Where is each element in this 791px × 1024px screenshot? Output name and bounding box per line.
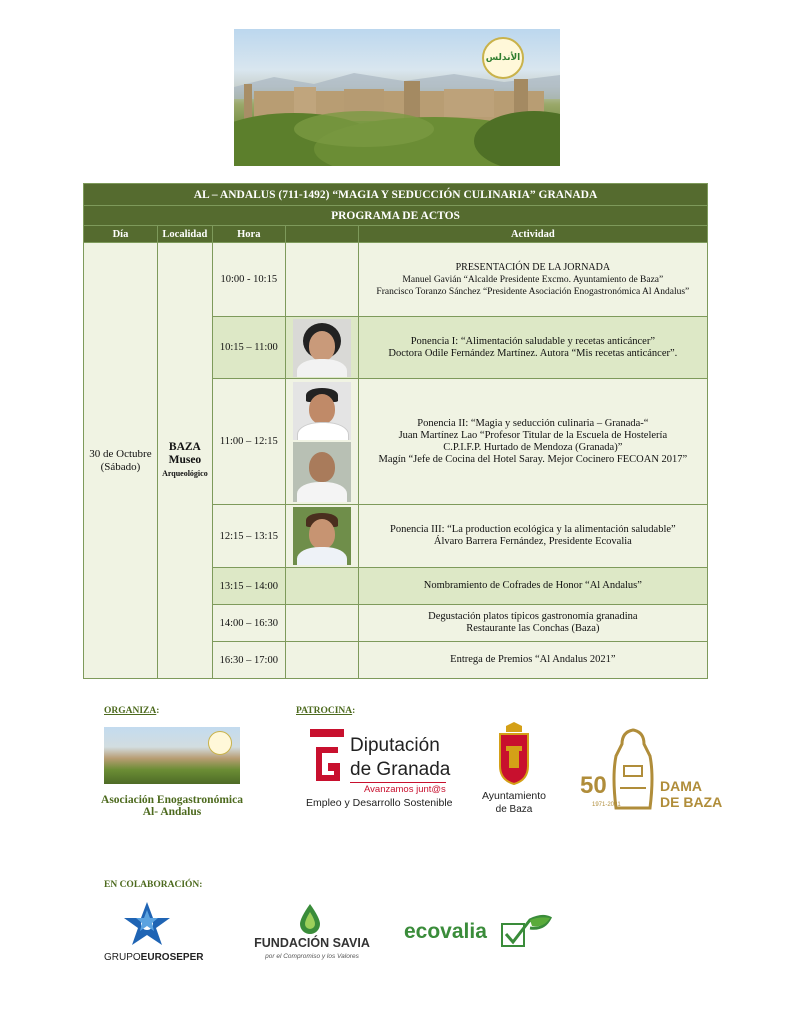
euroseper-name-wrap bbox=[104, 952, 203, 963]
diputacion-sub: Empleo y Desarrollo Sostenible bbox=[306, 797, 453, 809]
organiza-logo-photo bbox=[104, 727, 240, 784]
activity-cell bbox=[358, 605, 707, 642]
photo-cell bbox=[285, 605, 358, 642]
photo-cell bbox=[285, 317, 358, 379]
colaboracion-label: EN COLABORACIÓN: bbox=[104, 880, 203, 890]
activity-cell bbox=[358, 568, 707, 605]
photo-cell bbox=[285, 379, 358, 505]
activity-cell bbox=[358, 379, 707, 505]
activity-cell bbox=[358, 642, 707, 679]
activity-line: Doctora Odile Fernández Martínez. Autora “Mis recetas anticáncer”. bbox=[388, 347, 678, 359]
activity-line: Magín “Jefe de Cocina del Hotel Saray. Mejor Cocinero FECOAN 2017” bbox=[378, 453, 688, 465]
time-cell: 12:15 – 13:15 bbox=[212, 505, 285, 568]
diputacion-logo bbox=[306, 725, 452, 815]
ecovalia-name: ecovalia bbox=[404, 920, 487, 943]
ayuntamiento-line2: de Baza bbox=[495, 804, 533, 815]
diputacion-tagline: Avanzamos junt@s bbox=[364, 784, 446, 795]
organiza-name-line1: Asociación Enogastronómica bbox=[101, 794, 243, 806]
activity-cell bbox=[358, 505, 707, 568]
photo-cell bbox=[285, 568, 358, 605]
dama-years: 1971-2021 bbox=[592, 802, 621, 808]
program-title: AL – ANDALUS (711-1492) “MAGIA Y SEDUCCIÓN CULINARIA” GRANADA bbox=[84, 184, 708, 206]
activity-line: Francisco Toranzo Sánchez “Presidente Asociación Enogastronómica Al Andalus” bbox=[376, 286, 690, 297]
location-cell bbox=[157, 243, 212, 679]
col-localidad: Localidad bbox=[157, 226, 212, 243]
time-cell: 10:15 – 11:00 bbox=[212, 317, 285, 379]
activity-line: PRESENTACIÓN DE LA JORNADA bbox=[455, 261, 611, 273]
euroseper-prefix: GRUPO bbox=[104, 952, 141, 963]
organiza-label: ORGANIZA bbox=[104, 706, 157, 716]
euroseper-star-icon bbox=[122, 900, 172, 948]
savia-logo bbox=[248, 902, 376, 964]
patrocina-colon: : bbox=[352, 706, 356, 716]
speaker-photo bbox=[293, 382, 351, 440]
organiza-name bbox=[84, 794, 260, 818]
activity-cell bbox=[358, 243, 707, 317]
dama-line2: DE BAZA bbox=[660, 794, 723, 810]
ayuntamiento-line1: Ayuntamiento bbox=[481, 790, 546, 802]
diputacion-divider bbox=[350, 782, 446, 783]
program-subtitle: PROGRAMA DE ACTOS bbox=[84, 206, 708, 226]
col-photo bbox=[285, 226, 358, 243]
patrocina-label-wrap bbox=[296, 706, 355, 716]
organiza-name-line2: Al- Andalus bbox=[142, 806, 202, 818]
activity-line: Nombramiento de Cofrades de Honor “Al Andalus” bbox=[423, 580, 642, 591]
time-cell: 10:00 - 10:15 bbox=[212, 243, 285, 317]
ayuntamiento-logo bbox=[472, 722, 556, 820]
euroseper-logo bbox=[104, 900, 204, 968]
dama-line1: DAMA bbox=[660, 778, 702, 794]
diputacion-g-icon bbox=[308, 727, 346, 787]
organiza-colon: : bbox=[156, 706, 160, 716]
activity-line: Ponencia III: “La production ecológica y la alimentación saludable” bbox=[389, 524, 676, 535]
location-city: BAZA bbox=[168, 441, 201, 453]
savia-tagline: por el Compromiso y los Valores bbox=[265, 953, 359, 960]
table-row bbox=[84, 243, 708, 317]
activity-line: Álvaro Barrera Fernández, Presidente Ecovalia bbox=[433, 536, 632, 547]
euroseper-name: EUROSEPER bbox=[140, 952, 204, 963]
al-andalus-seal-icon bbox=[482, 37, 524, 79]
time-cell: 11:00 – 12:15 bbox=[212, 379, 285, 505]
al-andalus-seal-icon bbox=[208, 731, 232, 755]
patrocina-label: PATROCINA bbox=[296, 706, 353, 716]
savia-drop-icon bbox=[298, 902, 322, 934]
ecovalia-logo bbox=[404, 914, 552, 954]
speaker-photo bbox=[293, 319, 351, 377]
activity-line: Entrega de Premios “Al Andalus 2021” bbox=[450, 654, 616, 665]
time-cell: 14:00 – 16:30 bbox=[212, 605, 285, 642]
col-dia: Día bbox=[84, 226, 158, 243]
speaker-photo bbox=[293, 442, 351, 502]
activity-line: Degustación platos típicos gastronomía granadina bbox=[428, 611, 638, 622]
diputacion-line2: de Granada bbox=[350, 759, 451, 780]
alhambra-photo bbox=[234, 29, 560, 166]
activity-line: Restaurante las Conchas (Baza) bbox=[466, 623, 600, 634]
day-date: 30 de Octubre bbox=[89, 447, 152, 460]
diputacion-line1: Diputación bbox=[350, 735, 440, 756]
activity-line: Ponencia I: “Alimentación saludable y recetas anticáncer” bbox=[410, 335, 655, 347]
savia-name: FUNDACIÓN SAVIA bbox=[254, 936, 370, 950]
day-cell bbox=[84, 243, 158, 679]
location-venue: Museo bbox=[168, 454, 202, 466]
activity-line: Juan Martínez Lao “Profesor Titular de la Escuela de Hostelería bbox=[398, 429, 668, 441]
program-table bbox=[83, 183, 708, 679]
baza-coat-of-arms-icon bbox=[498, 722, 530, 786]
dama-number: 50 bbox=[580, 772, 607, 799]
time-cell: 13:15 – 14:00 bbox=[212, 568, 285, 605]
ecovalia-leaf-icon bbox=[500, 914, 552, 948]
day-weekday: (Sábado) bbox=[100, 460, 141, 473]
activity-line: Ponencia II: “Magia y seducción culinaria – Granada-“ bbox=[417, 417, 649, 429]
seal-text: الأندلس bbox=[485, 53, 521, 63]
time-cell: 16:30 – 17:00 bbox=[212, 642, 285, 679]
col-actividad: Actividad bbox=[358, 226, 707, 243]
organiza-label-wrap bbox=[104, 706, 159, 716]
activity-line: Manuel Gavián “Alcalde Presidente Excmo. Ayuntamiento de Baza” bbox=[402, 274, 664, 285]
speaker-photo bbox=[293, 507, 351, 565]
photo-cell bbox=[285, 243, 358, 317]
activity-cell bbox=[358, 317, 707, 379]
col-hora: Hora bbox=[212, 226, 285, 243]
photo-cell bbox=[285, 505, 358, 568]
dama-logo bbox=[580, 726, 723, 816]
photo-cell bbox=[285, 642, 358, 679]
location-venue-sub: Arqueológico bbox=[162, 469, 208, 478]
dama-de-baza-icon bbox=[610, 726, 656, 812]
activity-line: C.P.I.F.P. Hurtado de Mendoza (Granada)” bbox=[443, 441, 623, 453]
